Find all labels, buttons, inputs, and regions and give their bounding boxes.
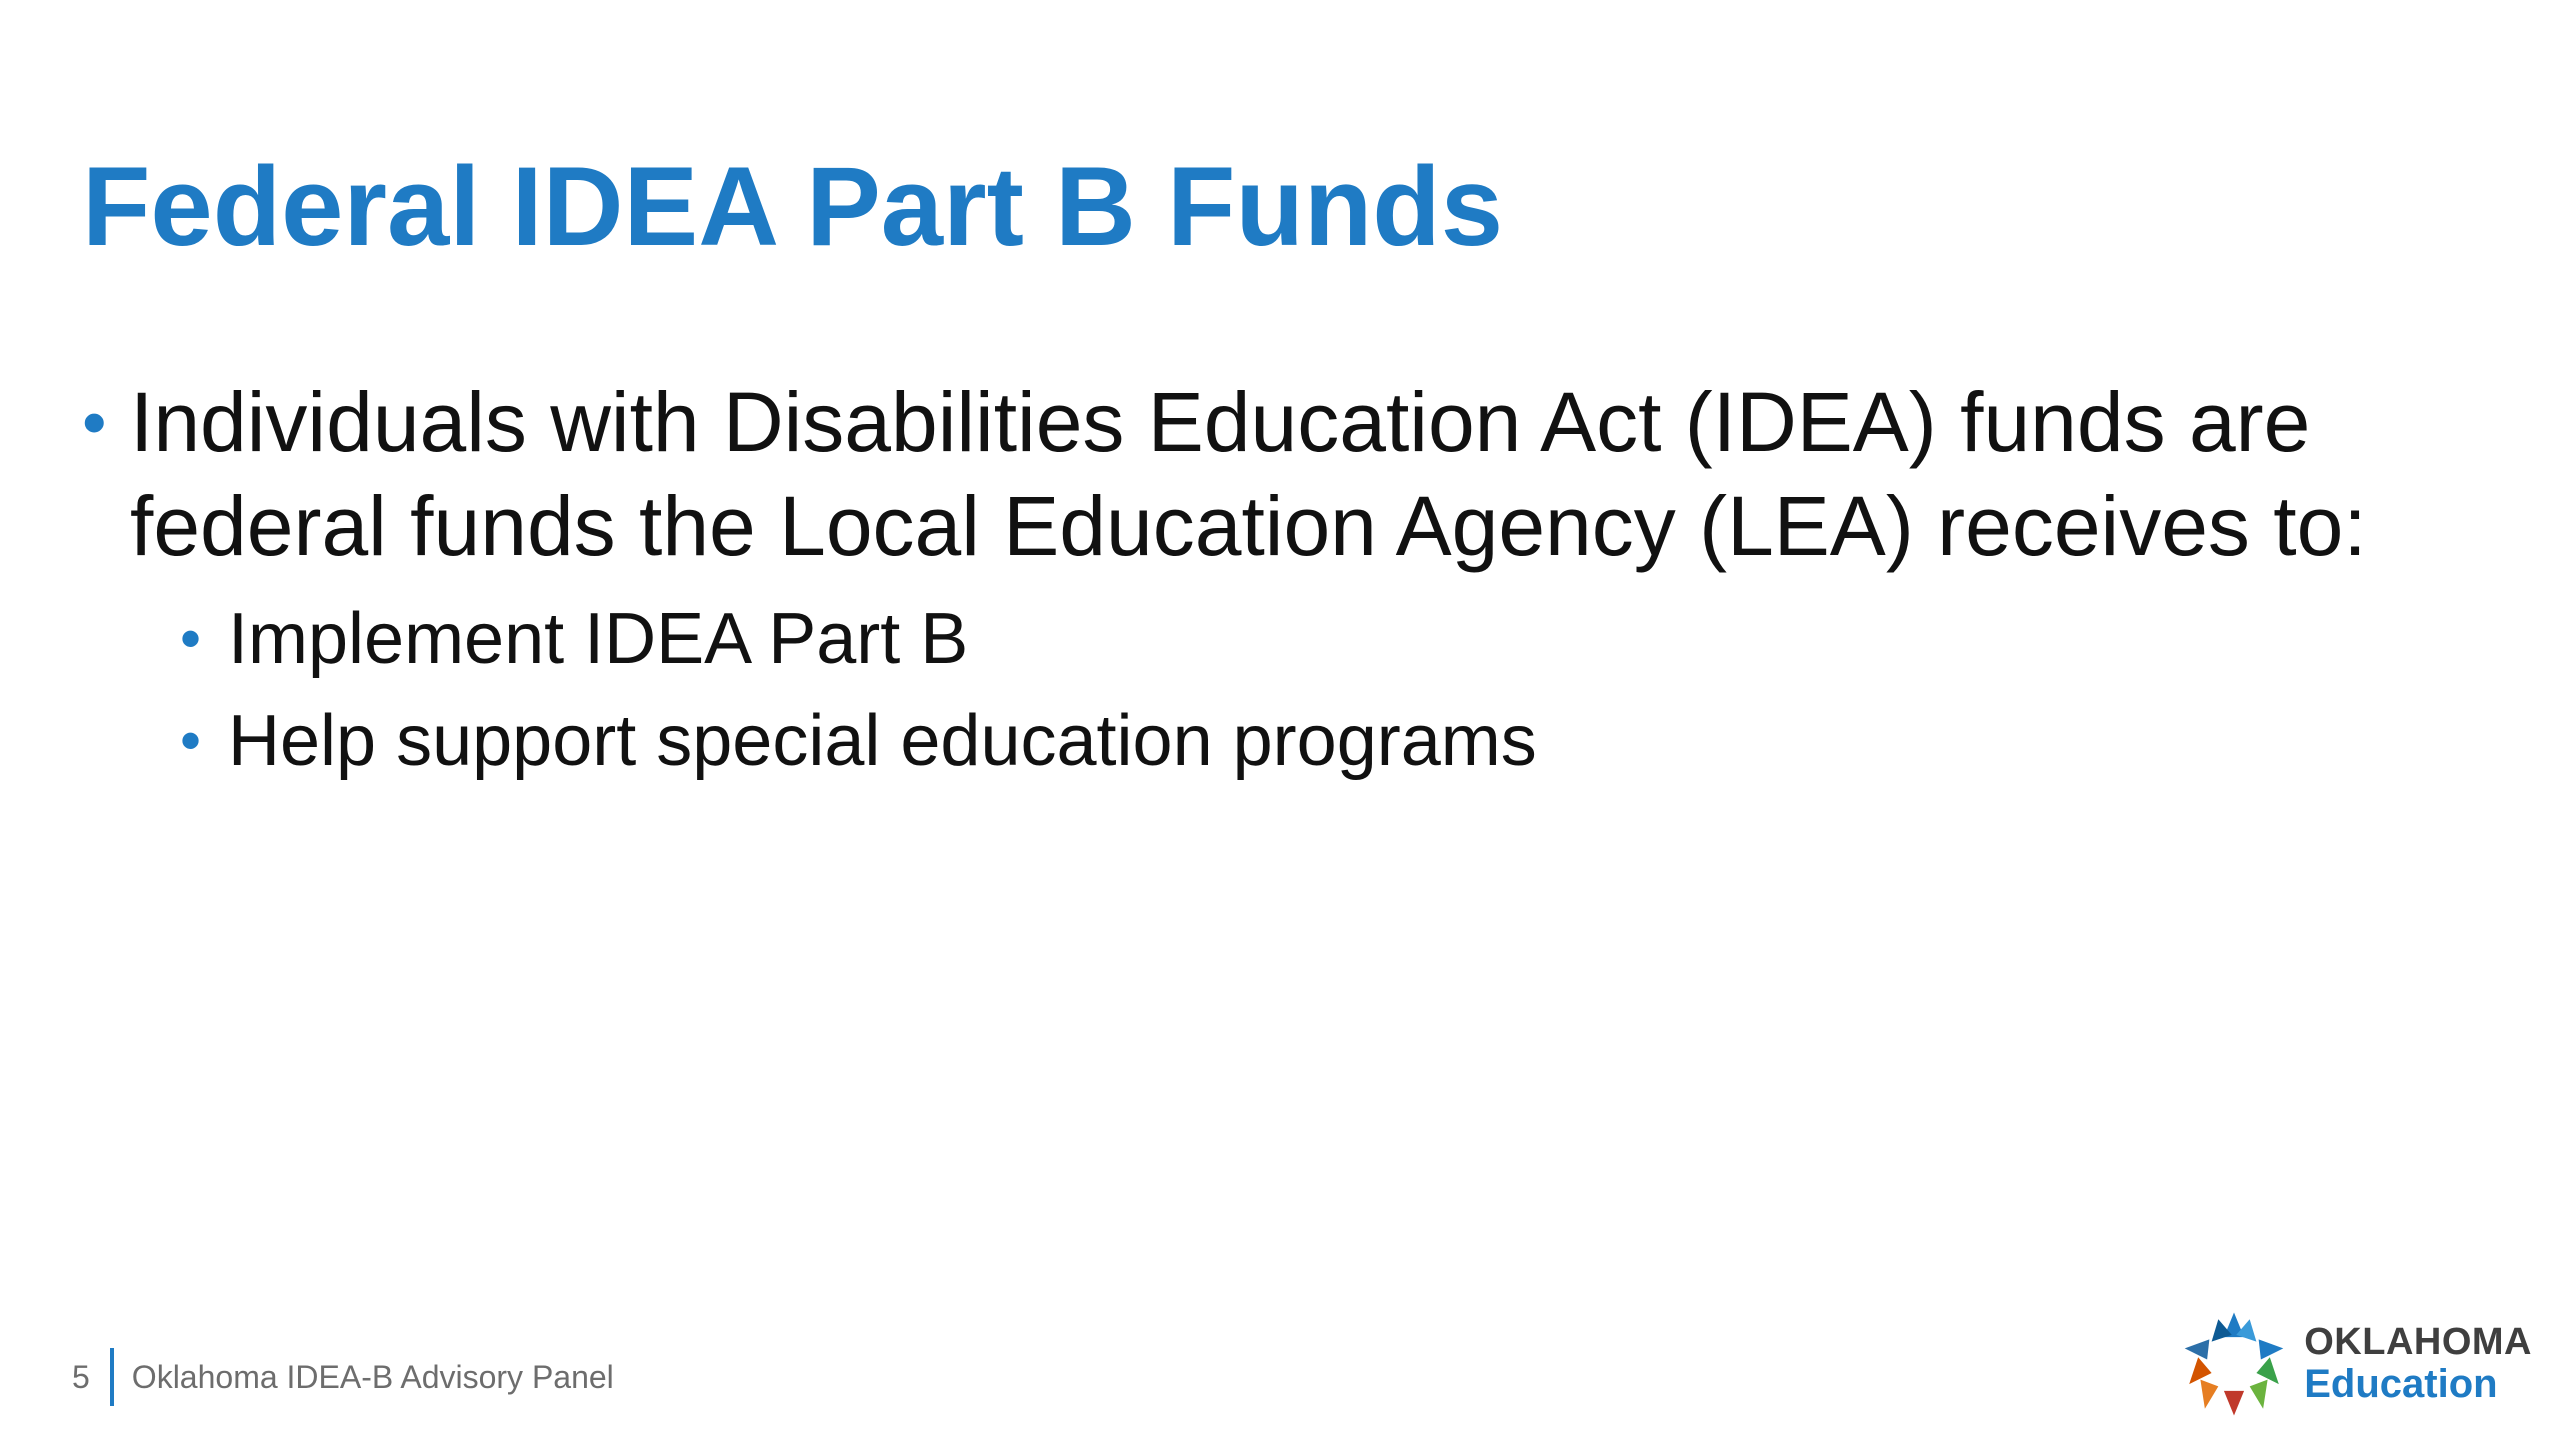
logo-line-education: Education: [2304, 1361, 2498, 1406]
sub-bullet-text: Help support special education programs: [228, 701, 1537, 781]
sub-bullet-text: Implement IDEA Part B: [228, 599, 969, 679]
page-number: 5: [72, 1358, 90, 1395]
logo-line-oklahoma: OKLAHOMA: [2304, 1321, 2532, 1364]
bullet-text: Individuals with Disabilities Education Act (IDEA) funds are federal funds the Local Education Agency (LEA) receives to:: [130, 375, 2367, 573]
sub-bullet-marker: •: [180, 707, 202, 774]
slide-title: Federal IDEA Part B Funds: [82, 144, 1503, 269]
bullet-marker: •: [82, 383, 107, 461]
oklahoma-star-logo-icon: [2178, 1308, 2290, 1420]
logo-text: [2304, 1323, 2532, 1405]
oklahoma-education-logo: [2178, 1308, 2532, 1420]
footer-divider: [110, 1348, 114, 1406]
sub-bullet-item: [180, 690, 2482, 792]
slide-content: [82, 370, 2482, 792]
sub-bullet-marker: •: [180, 605, 202, 672]
footer-label: Oklahoma IDEA-B Advisory Panel: [131, 1358, 614, 1395]
slide-footer: [72, 1348, 614, 1406]
bullet-item: [82, 370, 2482, 578]
sub-bullet-item: [180, 588, 2482, 690]
sub-bullet-list: [82, 588, 2482, 792]
